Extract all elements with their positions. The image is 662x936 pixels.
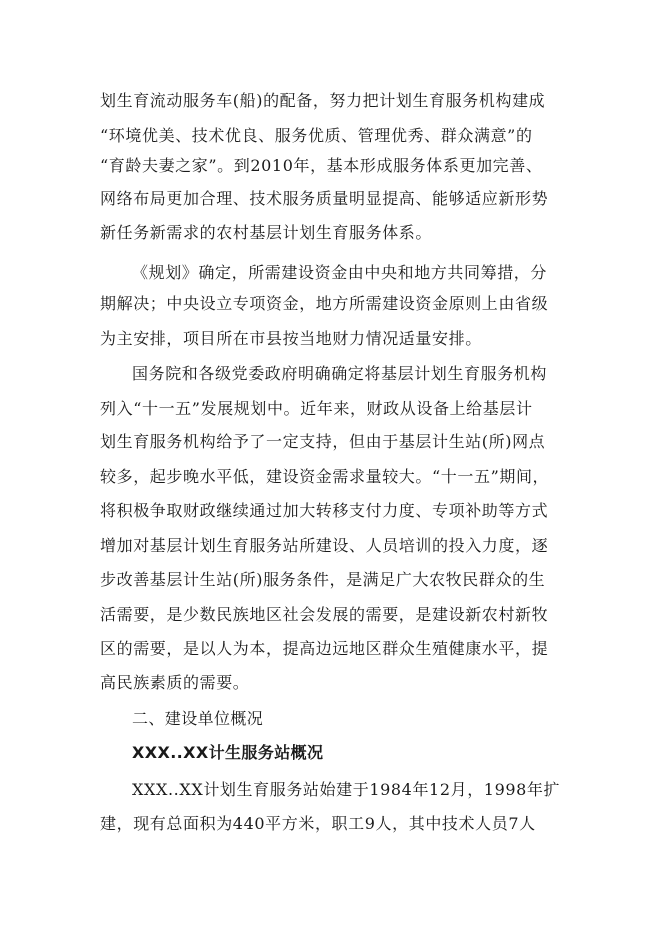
paragraph-line: 期解决；中央设立专项资金，地方所需建设资金原则上由省级	[100, 294, 549, 313]
paragraph-line: 为主安排，项目所在市县按当地财力情况适量安排。	[100, 329, 482, 348]
paragraph-line: “环境优美、技术优良、服务优质、管理优秀、群众满意”的	[100, 126, 533, 145]
paragraph-line: 划生育服务机构给予了一定支持，但由于基层计生站(所)网点	[100, 432, 546, 451]
paragraph-line: 活需要，是少数民族地区社会发展的需要，是建设新农村新牧	[100, 605, 549, 624]
section-heading: 二、建设单位概况	[132, 709, 264, 728]
paragraph-line: 较多，起步晚水平低，建设资金需求量较大。“十一五”期间，	[100, 467, 550, 486]
paragraph-line: 划生育流动服务车(船)的配备，努力把计划生育服务机构建成	[100, 91, 546, 110]
paragraph-line: 《规划》确定，所需建设资金由中央和地方共同筹措，分	[132, 263, 548, 282]
paragraph-line: 新任务新需求的农村基层计划生育服务体系。	[100, 223, 433, 242]
paragraph-line: “育龄夫妻之家”。到2010年，基本形成服务体系更加完善、	[100, 156, 543, 175]
paragraph-line: 增加对基层计划生育服务站所建设、人员培训的投入力度，逐	[100, 536, 549, 555]
paragraph-line: 步改善基层计生站(所)服务条件，是满足广大农牧民群众的生	[100, 570, 546, 589]
subsection-heading: XXX..XX计生服务站概况	[132, 743, 324, 762]
paragraph-line: 国务院和各级党委政府明确确定将基层计划生育服务机构	[132, 364, 548, 383]
paragraph-line: 建，现有总面积为440平方米，职工9人，其中技术人员7人	[100, 814, 536, 833]
paragraph-line: 列入“十一五”发展规划中。近年来，财政从设备上给基层计	[100, 399, 533, 418]
paragraph-line: 高民族素质的需要。	[100, 673, 250, 692]
paragraph-line: 区的需要，是以人为本，提高边远地区群众生殖健康水平，提	[100, 639, 549, 658]
paragraph-line: XXX..XX计划生育服务站始建于1984年12月，1998年扩	[132, 780, 561, 799]
paragraph-line: 将积极争取财政继续通过加大转移支付力度、专项补助等方式	[100, 501, 549, 520]
paragraph-line: 网络布局更加合理、技术服务质量明显提高、能够适应新形势	[100, 189, 549, 208]
